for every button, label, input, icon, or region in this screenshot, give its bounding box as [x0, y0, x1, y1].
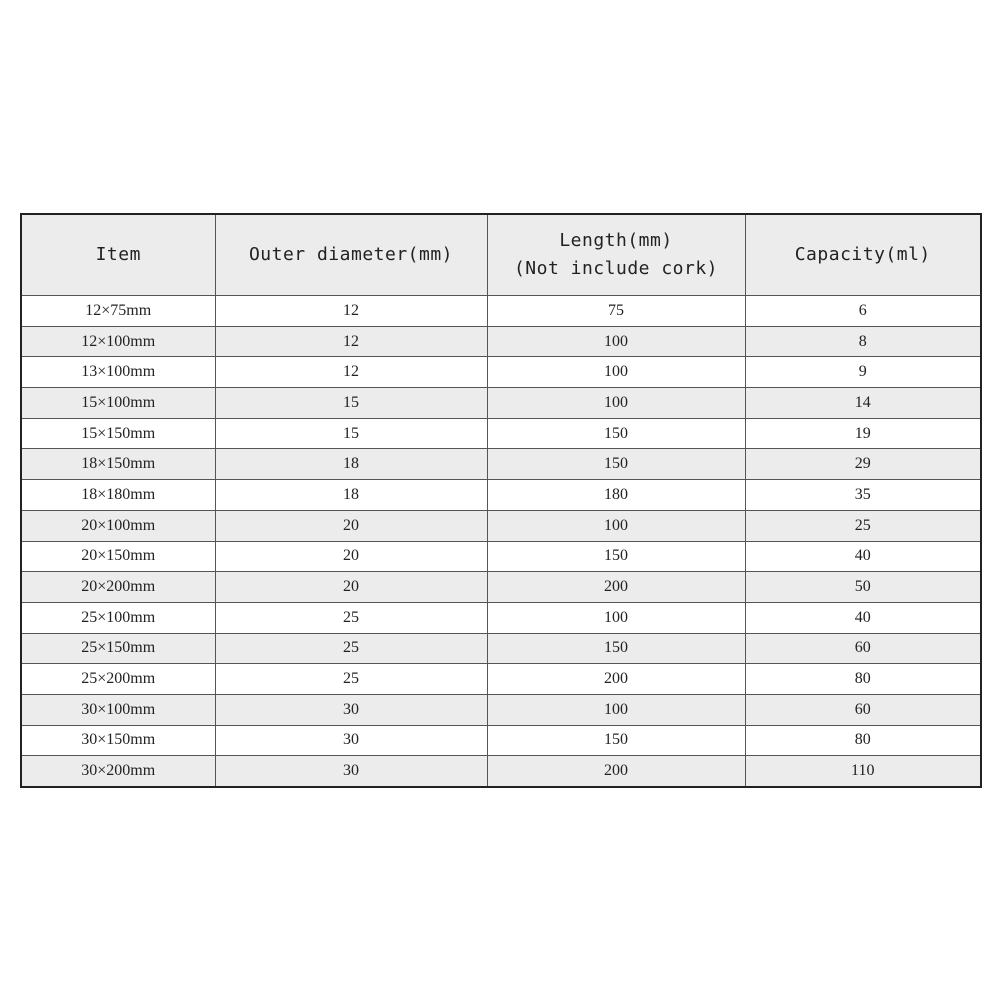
- table-row: [21, 725, 981, 756]
- cell-outer-diameter: 18: [215, 449, 487, 480]
- cell-item: 15×100mm: [21, 388, 215, 419]
- cell-outer-diameter: 12: [215, 296, 487, 327]
- cell-outer-diameter: 20: [215, 510, 487, 541]
- cell-capacity: 60: [745, 694, 981, 725]
- cell-capacity: 19: [745, 418, 981, 449]
- table-row: [21, 633, 981, 664]
- cell-outer-diameter: 30: [215, 725, 487, 756]
- cell-capacity: 8: [745, 326, 981, 357]
- cell-item: 30×100mm: [21, 694, 215, 725]
- cell-item: 12×100mm: [21, 326, 215, 357]
- cell-capacity: 14: [745, 388, 981, 419]
- table-row: [21, 418, 981, 449]
- header-length: [487, 214, 745, 296]
- cell-length: 100: [487, 510, 745, 541]
- cell-length: 100: [487, 357, 745, 388]
- cell-capacity: 40: [745, 541, 981, 572]
- cell-outer-diameter: 25: [215, 633, 487, 664]
- cell-capacity: 60: [745, 633, 981, 664]
- table-row: [21, 388, 981, 419]
- table-row: [21, 510, 981, 541]
- header-outer-diameter: Outer diameter(mm): [215, 214, 487, 296]
- cell-outer-diameter: 15: [215, 418, 487, 449]
- table-row: [21, 326, 981, 357]
- cell-length: 150: [487, 725, 745, 756]
- cell-item: 25×100mm: [21, 602, 215, 633]
- cell-capacity: 50: [745, 572, 981, 603]
- cell-length: 100: [487, 694, 745, 725]
- cell-outer-diameter: 30: [215, 694, 487, 725]
- cell-capacity: 6: [745, 296, 981, 327]
- cell-capacity: 110: [745, 756, 981, 787]
- cell-capacity: 29: [745, 449, 981, 480]
- table-row: [21, 480, 981, 511]
- cell-length: 150: [487, 541, 745, 572]
- cell-outer-diameter: 15: [215, 388, 487, 419]
- table-row: [21, 449, 981, 480]
- cell-capacity: 80: [745, 725, 981, 756]
- cell-length: 150: [487, 418, 745, 449]
- cell-capacity: 80: [745, 664, 981, 695]
- cell-outer-diameter: 12: [215, 357, 487, 388]
- cell-outer-diameter: 25: [215, 664, 487, 695]
- cell-item: 18×150mm: [21, 449, 215, 480]
- cell-item: 15×150mm: [21, 418, 215, 449]
- table-row: [21, 357, 981, 388]
- cell-item: 30×150mm: [21, 725, 215, 756]
- cell-outer-diameter: 25: [215, 602, 487, 633]
- header-capacity: Capacity(ml): [745, 214, 981, 296]
- cell-length: 100: [487, 326, 745, 357]
- cell-length: 200: [487, 756, 745, 787]
- cell-outer-diameter: 12: [215, 326, 487, 357]
- cell-outer-diameter: 20: [215, 572, 487, 603]
- cell-item: 13×100mm: [21, 357, 215, 388]
- table-body: [21, 296, 981, 788]
- cell-length: 100: [487, 388, 745, 419]
- cell-length: 200: [487, 664, 745, 695]
- cell-outer-diameter: 18: [215, 480, 487, 511]
- cell-length: 75: [487, 296, 745, 327]
- cell-length: 200: [487, 572, 745, 603]
- cell-item: 25×200mm: [21, 664, 215, 695]
- cell-item: 30×200mm: [21, 756, 215, 787]
- cell-capacity: 35: [745, 480, 981, 511]
- cell-capacity: 40: [745, 602, 981, 633]
- cell-length: 150: [487, 633, 745, 664]
- table-row: [21, 664, 981, 695]
- table-row: [21, 296, 981, 327]
- cell-item: 25×150mm: [21, 633, 215, 664]
- cell-length: 100: [487, 602, 745, 633]
- header-row: [21, 214, 981, 296]
- table-header: [21, 214, 981, 296]
- table-row: [21, 756, 981, 787]
- spec-table: [20, 213, 982, 788]
- header-length-line1: Length(mm): [559, 230, 673, 251]
- cell-item: 20×150mm: [21, 541, 215, 572]
- table-row: [21, 572, 981, 603]
- table-row: [21, 602, 981, 633]
- table-row: [21, 541, 981, 572]
- cell-item: 20×100mm: [21, 510, 215, 541]
- table-row: [21, 694, 981, 725]
- cell-length: 180: [487, 480, 745, 511]
- cell-outer-diameter: 20: [215, 541, 487, 572]
- cell-item: 20×200mm: [21, 572, 215, 603]
- header-length-line2: (Not include cork): [513, 258, 719, 279]
- cell-item: 18×180mm: [21, 480, 215, 511]
- cell-length: 150: [487, 449, 745, 480]
- cell-capacity: 9: [745, 357, 981, 388]
- cell-capacity: 25: [745, 510, 981, 541]
- header-item: Item: [21, 214, 215, 296]
- cell-item: 12×75mm: [21, 296, 215, 327]
- cell-outer-diameter: 30: [215, 756, 487, 787]
